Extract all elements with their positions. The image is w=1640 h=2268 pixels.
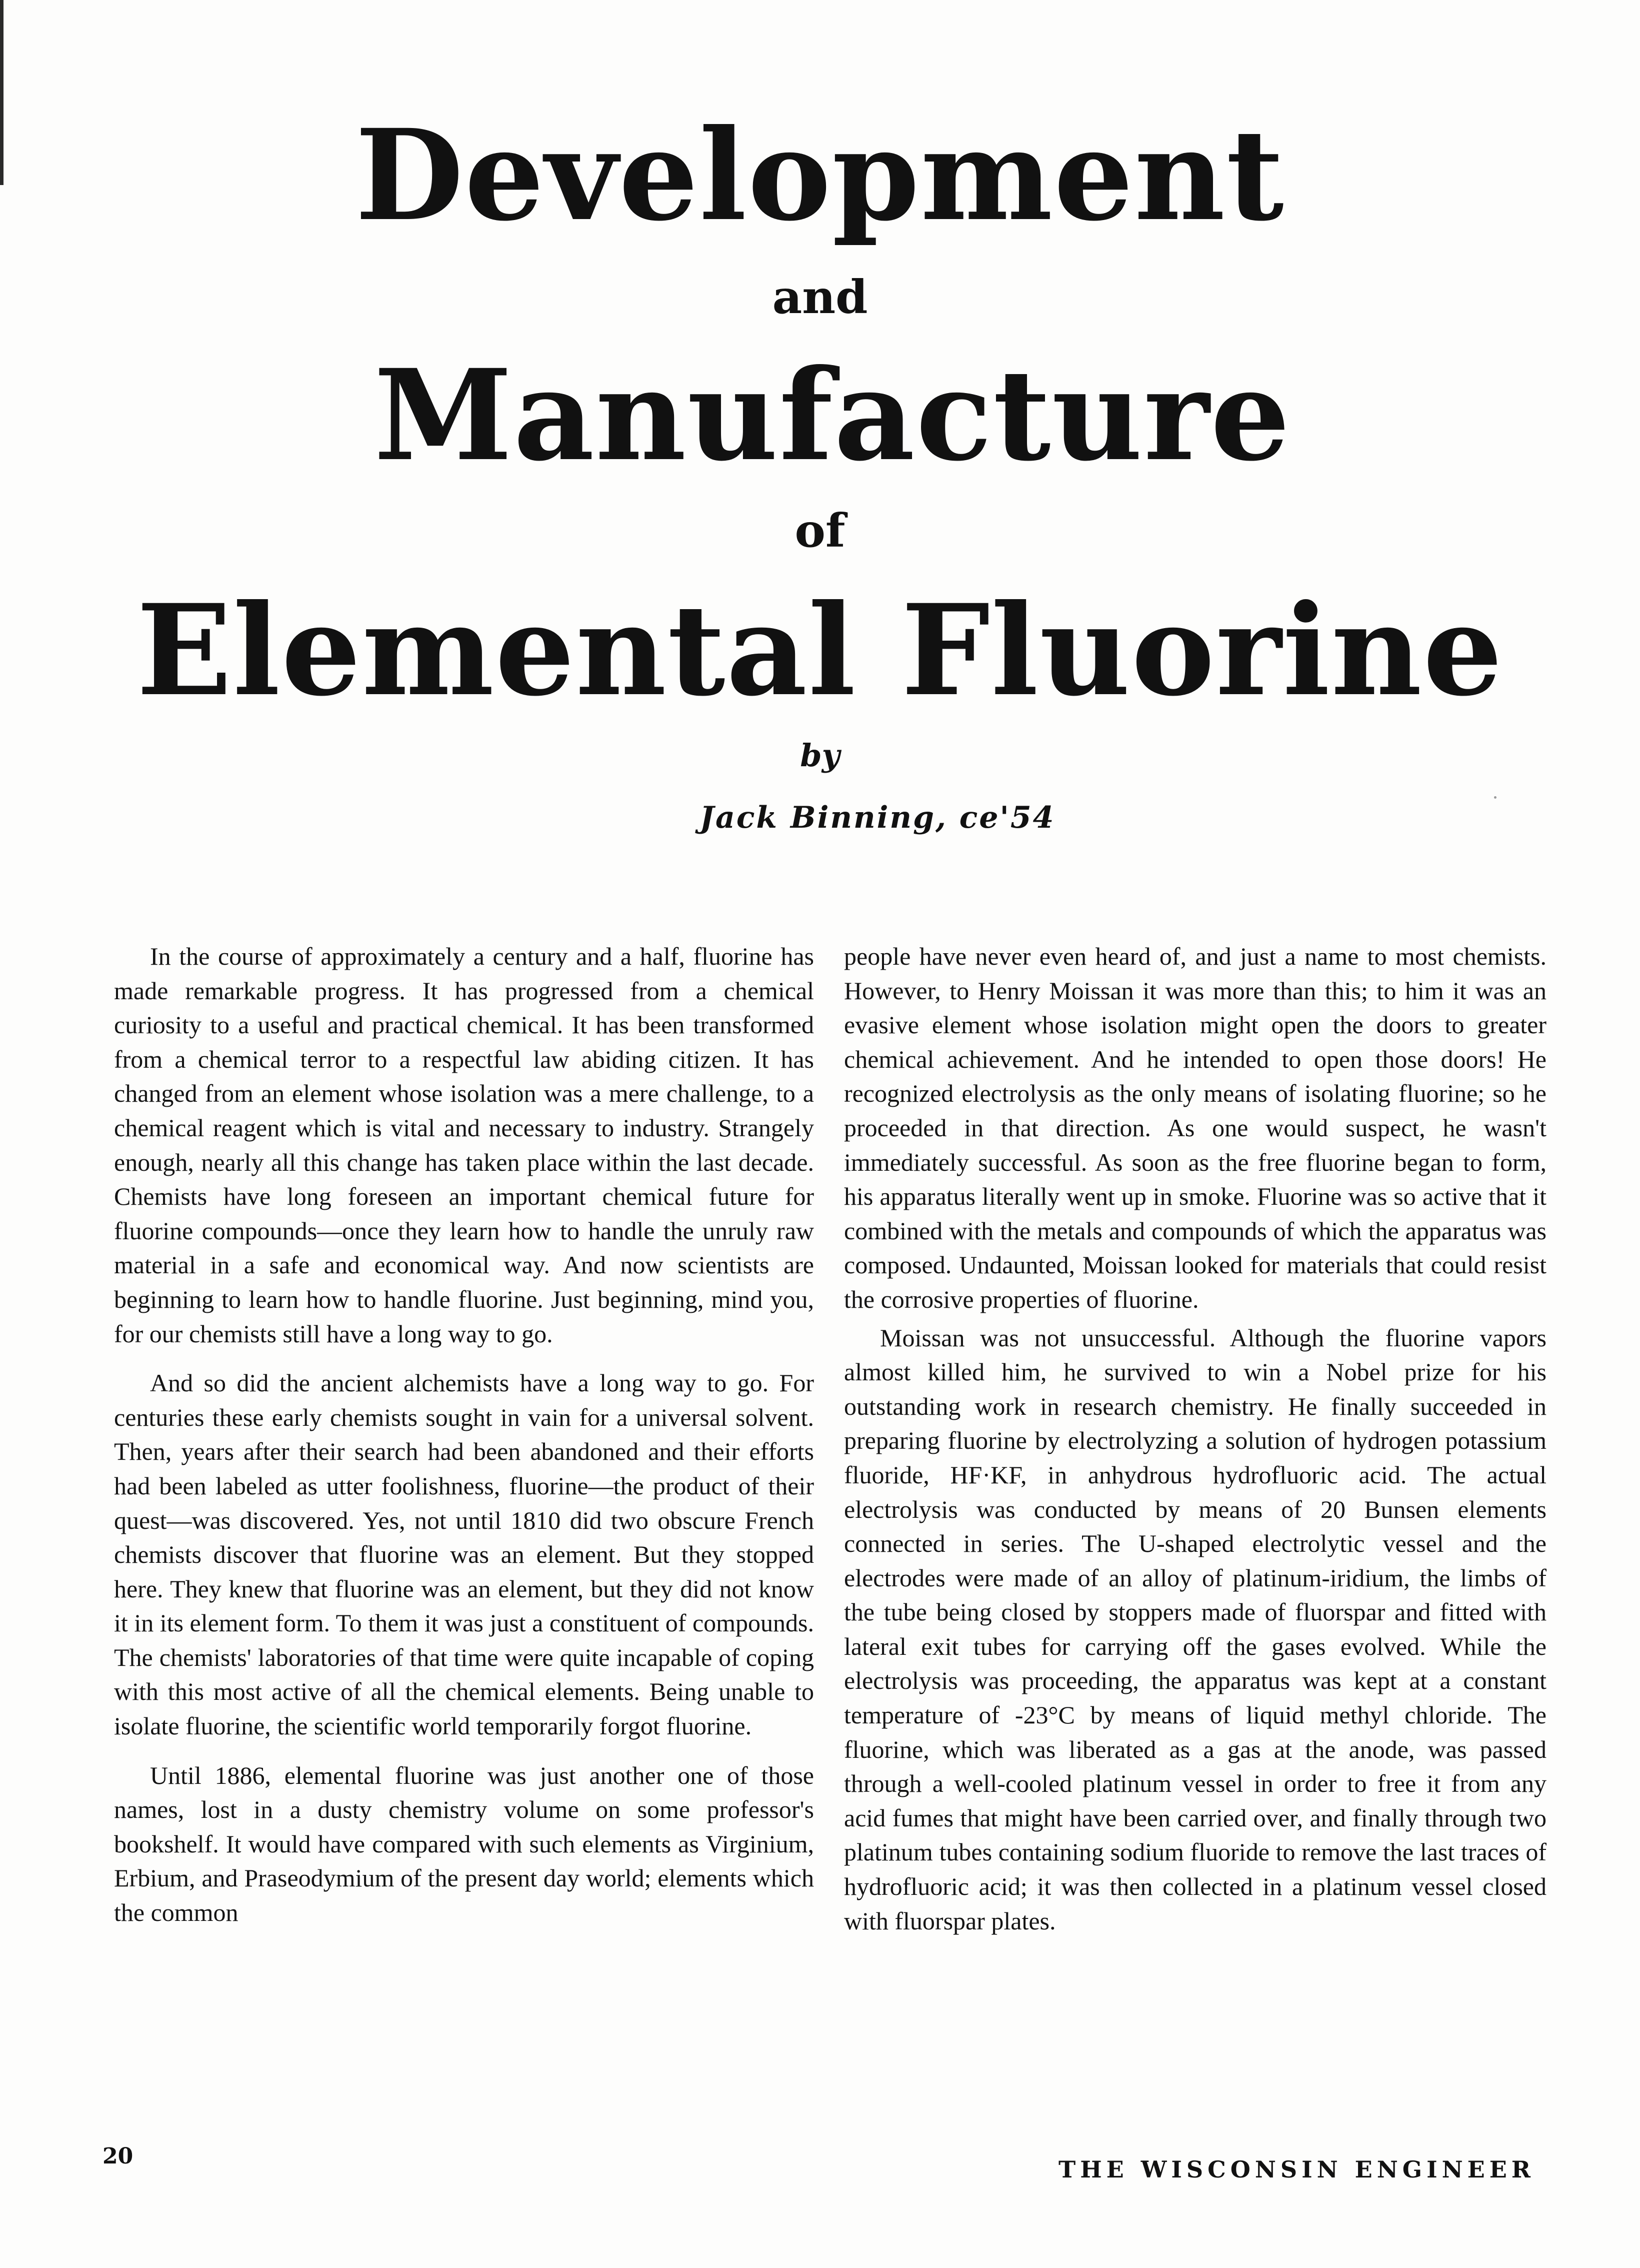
author-name: Jack Binning, ce'54 bbox=[700, 800, 1056, 835]
paragraph: And so did the ancient alchemists have a long way to go. For centuries these early chemists sought in vain for a universal solvent. Then, years after their search had been abandoned and their efforts had been labeled as utter foolishness, fluorine—the product of their quest—was discovered. Yes, not until 1810 did two obscure French chemists discover that fluorine was an element. But they stopped here. They knew that fluorine was an element, but they did not know it in its element form. To them it was just a constituent of compounds. The chemists' laboratories of that time were quite incapable of coping with this most active of all the chemical elements. Being unable to isolate fluorine, the scientific world temporarily forgot fluorine. bbox=[114, 1369, 814, 1740]
paragraph: In the course of approximately a century and a half, fluorine has made remarkable progress. It has progressed from a chemical curiosity to a useful and practical chemical. It has been transformed from a chemical terror to a respectful law abiding citizen. It has changed from an element whose isolation was a mere challenge, to a chemical reagent which is vital and necessary to industry. Strangely enough, nearly all this change has taken place within the last decade. Chemists have long foreseen an important chemical future for fluorine compounds—once they learn how to handle the unruly raw material in a safe and economical way. And now scientists are beginning to learn how to handle fluorine. Just beginning, mind you, for our chemists still have a long way to go. bbox=[114, 942, 814, 1348]
title-elemental-fluorine: Elemental Fluorine bbox=[136, 577, 1504, 724]
paragraph: Moissan was not unsuccessful. Although the fluorine vapors almost killed him, he survived to win a Nobel prize for his outstanding work in research chemistry. He finally succeeded in preparing fluorine by electrolyzing a solution of hydrogen potassium fluoride, HF·KF, in anhydrous hydrofluoric acid. The actual electrolysis was conducted by means of 20 Bunsen elements connected in series. The U-shaped electrolytic vessel and the electrodes were made of an alloy of platinum-iridium, the limbs of the tube being closed by stoppers made of fluorspar and fitted with lateral exit tubes for carrying off the gases evolved. While the electrolysis was proceeding, the apparatus was kept at a constant temperature of -23°C by means of liquid methyl chloride. The fluorine, which was liberated as a gas at the anode, was passed through a well-cooled platinum vessel in order to free it from any acid fumes that might have been carried over, and finally through two platinum tubes containing sodium fluoride to remove the last traces of hydrofluoric acid; it was then collected in a platinum vessel closed with fluorspar plates. bbox=[844, 1323, 1546, 1935]
print-speck bbox=[1494, 796, 1496, 799]
paragraph: Until 1886, elemental fluorine was just another one of those names, lost in a dusty chemistry volume on some professor's bookshelf. It would have compared with such elements as Virginium, Erbium, and Praseodymium of the present day world; elements which the common bbox=[114, 1761, 814, 1927]
title-of: of bbox=[794, 504, 846, 558]
right-text-column bbox=[844, 939, 1546, 1938]
byline-prefix: by bbox=[800, 737, 840, 774]
journal-name: THE WISCONSIN ENGINEER bbox=[1058, 2156, 1535, 2183]
page-number: 20 bbox=[102, 2143, 134, 2169]
title-manufacture: Manufacture bbox=[374, 342, 1291, 489]
title-development: Development bbox=[355, 102, 1285, 249]
paragraph: people have never even heard of, and just a name to most chemists. However, to Henry Moissan it was more than this; to him it was an evasive element whose isolation might open the doors to greater chemical achievement. And he intended to open those doors! He recognized electrolysis as the only means of isolating fluorine; so he proceeded in that direction. As one would suspect, he wasn't immediately successful. As soon as the free fluorine began to form, his apparatus literally went up in smoke. Fluorine was so active that it combined with the metals and compounds of which the apparatus was composed. Undaunted, Moissan looked for materials that could resist the corrosive properties of fluorine. bbox=[844, 942, 1546, 1313]
title-and: and bbox=[772, 270, 868, 324]
left-text-column bbox=[114, 939, 814, 1930]
